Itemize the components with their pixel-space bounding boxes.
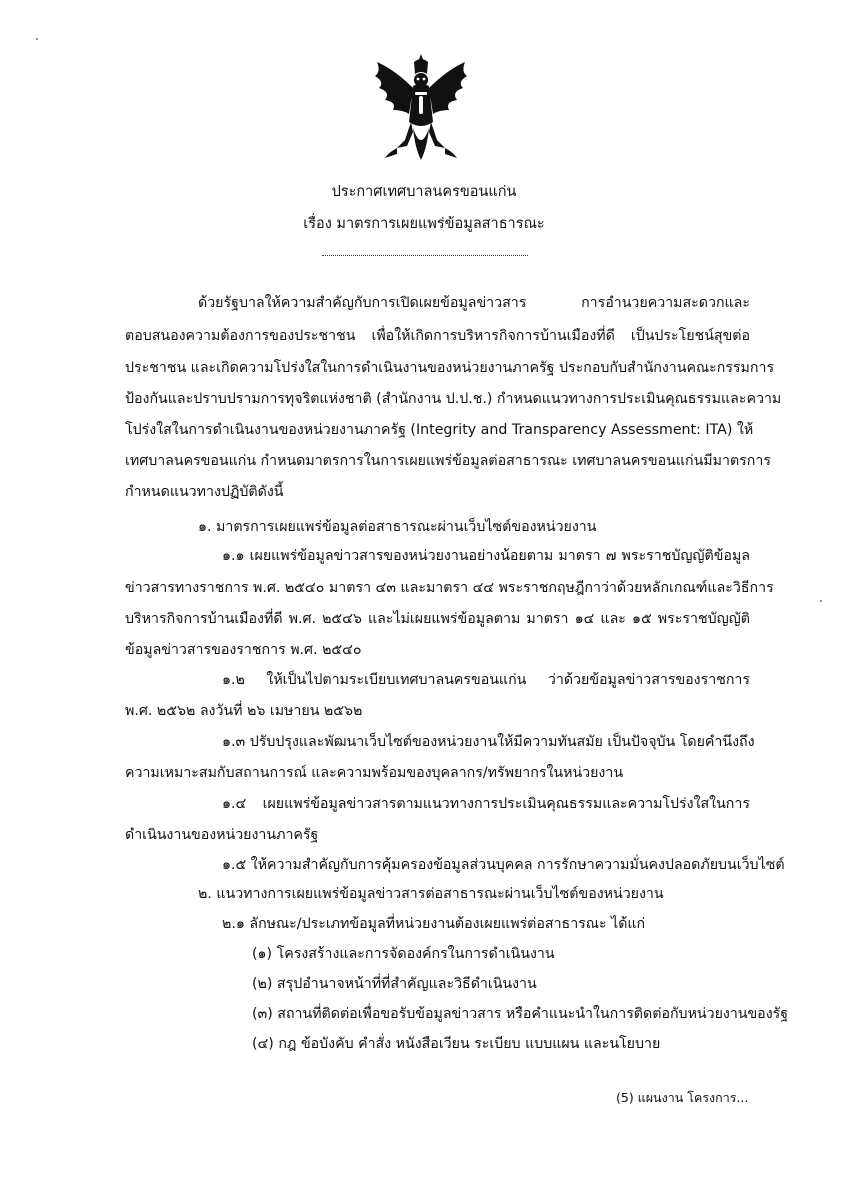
scan-speck	[820, 600, 822, 602]
announcement-subject: เรื่อง มาตรการเผยแพร่ข้อมูลสาธารณะ	[303, 216, 545, 232]
paragraph-line: ๑.๓ ปรับปรุงและพัฒนาเว็บไซต์ของหน่วยงานให้มีความทันสมัย เป็นปัจจุบัน โดยคำนึงถึง	[222, 734, 755, 750]
intro-line: ตอบสนองความต้องการของประชาชน เพื่อให้เกิดการบริหารกิจการบ้านเมืองที่ดี เป็นประโยชน์สุขต่อ	[125, 328, 750, 344]
intro-line: ป้องกันและปราบปรามการทุจริตแห่งชาติ (สำนักงาน ป.ป.ช.) กำหนดแนวทางการประเมินคุณธรรมและความ	[125, 391, 782, 407]
list-item: (๑) โครงสร้างและการจัดองค์กรในการดำเนินงาน	[252, 946, 555, 962]
paragraph-line: ๑.๕ ให้ความสำคัญกับการคุ้มครองข้อมูลส่วนบุคคล การรักษาความมั่นคงปลอดภัยบนเว็บไซต์	[222, 857, 785, 873]
intro-line: ด้วยรัฐบาลให้ความสำคัญกับการเปิดเผยข้อมูลข่าวสาร การอำนวยความสะดวกและ	[198, 295, 750, 311]
section-heading: ๑. มาตรการเผยแพร่ข้อมูลต่อสาธารณะผ่านเว็บไซต์ของหน่วยงาน	[198, 519, 597, 535]
paragraph-line: ข่าวสารทางราชการ พ.ศ. ๒๕๔๐ มาตรา ๔๓ และมาตรา ๔๔ พระราชกฤษฎีกาว่าด้วยหลักเกณฑ์และวิธีการ	[125, 580, 774, 596]
paragraph-line: ความเหมาะสมกับสถานการณ์ และความพร้อมของบุคลากร/ทรัพยากรในหน่วยงาน	[125, 765, 624, 781]
garuda-emblem-icon	[367, 52, 475, 162]
intro-line: ประชาชน และเกิดความโปร่งใสในการดำเนินงานของหน่วยงานภาครัฐ ประกอบกับสำนักงานคณะกรรมการ	[125, 360, 775, 376]
paragraph-line: ๑.๔ เผยแพร่ข้อมูลข่าวสารตามแนวทางการประเมินคุณธรรมและความโปร่งใสในการ	[222, 796, 750, 812]
scan-speck	[36, 38, 38, 40]
paragraph-line: ๑.๑ เผยแพร่ข้อมูลข่าวสารของหน่วยงานอย่างน้อยตาม มาตรา ๗ พระราชบัญญัติข้อมูล	[222, 548, 750, 564]
title-divider	[322, 255, 528, 256]
intro-line: กำหนดแนวทางปฏิบัติดังนี้	[125, 484, 284, 500]
list-item: (๓) สถานที่ติดต่อเพื่อขอรับข้อมูลข่าวสาร หรือคำแนะนำในการติดต่อกับหน่วยงานของรัฐ	[252, 1006, 789, 1022]
paragraph-line: ดำเนินงานของหน่วยงานภาครัฐ	[125, 827, 319, 843]
intro-line: เทศบาลนครขอนแก่น กำหนดมาตรการในการเผยแพร่ข้อมูลต่อสาธารณะ เทศบาลนครขอนแก่นมีมาตรการ	[125, 453, 771, 469]
continuation-note: (5) แผนงาน โครงการ...	[616, 1090, 749, 1105]
subsection-heading: ๒.๑ ลักษณะ/ประเภทข้อมูลที่หน่วยงานต้องเผยแพร่ต่อสาธารณะ ได้แก่	[222, 916, 646, 932]
paragraph-line: ๑.๒ ให้เป็นไปตามระเบียบเทศบาลนครขอนแก่น ว่าด้วยข้อมูลข่าวสารของราชการ	[222, 672, 750, 688]
paragraph-line: พ.ศ. ๒๕๖๒ ลงวันที่ ๒๖ เมษายน ๒๕๖๒	[125, 703, 363, 719]
announcement-title: ประกาศเทศบาลนครขอนแก่น	[331, 184, 517, 200]
paragraph-line: บริหารกิจการบ้านเมืองที่ดี พ.ศ. ๒๕๔๖ และไม่เผยแพร่ข้อมูลตาม มาตรา ๑๔ และ ๑๕ พระราชบัญญัติ	[125, 611, 750, 627]
list-item: (๒) สรุปอำนาจหน้าที่ที่สำคัญและวิธีดำเนินงาน	[252, 976, 537, 992]
list-item: (๔) กฎ ข้อบังคับ คำสั่ง หนังสือเวียน ระเบียบ แบบแผน และนโยบาย	[252, 1036, 661, 1052]
paragraph-line: ข้อมูลข่าวสารของราชการ พ.ศ. ๒๕๔๐	[125, 642, 362, 658]
intro-line: โปร่งใสในการดำเนินงานของหน่วยงานภาครัฐ (Integrity and Transparency Assessment: ITA) ให้	[125, 422, 754, 438]
section-heading: ๒. แนวทางการเผยแพร่ข้อมูลข่าวสารต่อสาธารณะผ่านเว็บไซต์ของหน่วยงาน	[198, 886, 664, 902]
